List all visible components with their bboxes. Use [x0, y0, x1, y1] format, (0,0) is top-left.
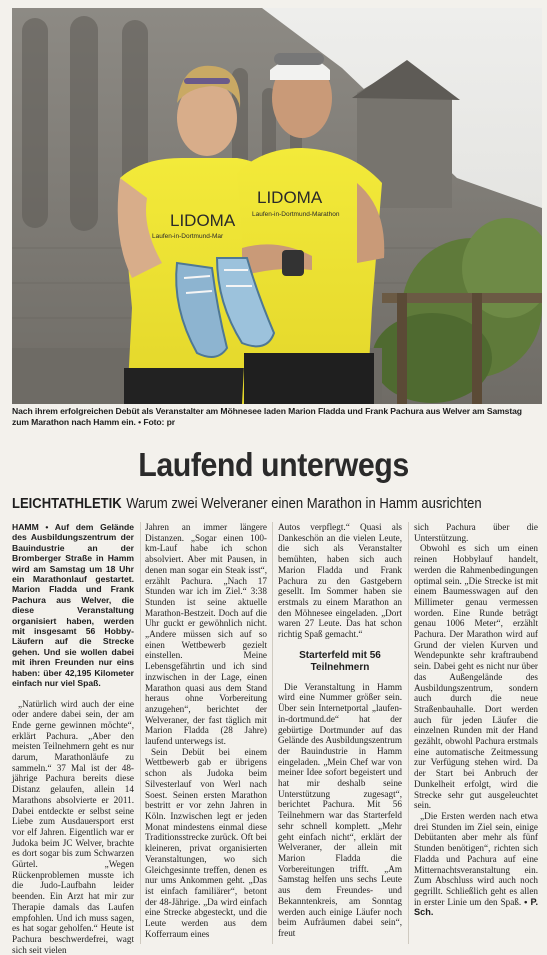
shirt-sub-right: Laufen-in-Dortmund-Marathon	[252, 211, 340, 218]
shirt-logo-right: LIDOMA	[257, 188, 323, 207]
kicker	[12, 496, 489, 512]
body-paragraph: Die Veranstaltung in Hamm wird eine Nummer größer sein. Über sein Internetportal „laufen-in-dortmund.de“ hat der gebürtige Dortmunder auf das Gelände des Ausbildungszentrum der Bauindustrie in Hamm eingeladen. „Mein Chef war von meiner Idee sofort begeistert und hat mir deshalb seine Unterstützung zugesagt“, berichtet Pachura. Mit 56 Teilnehmern war das Starterfeld sehr schnell komplett. „Mehr geht einfach nicht“, erklärt der Welveraner, der allein mit Marion Fladda die Vorbereitungen trifft. „Am Samstag helfen uns sechs Leute aus dem Freundes- und Bekanntenkreis, am Sonntag werden auch einige Läufer noch beim Aufräumen dabei sein“, freut	[278, 682, 402, 939]
lead-paragraph: HAMM • Auf dem Gelände des Ausbildungszentrum der Bauindustrie an der Bromberger Straße in Hamm wird am Samstag um 18 Uhr ein Marathonlauf gestartet. Marion Fladda und Frank Pachura aus Welver, die diese Veranstaltung organisiert haben, werden mit insgesamt 56 Hobby-Läufern auf die Strecke gehen. Und sie wollen dabei mit ihren Freunden nur eins haben: über 42,195 Kilometer einfach nur viel Spaß.	[12, 522, 134, 689]
article-column-1	[12, 522, 134, 955]
author-signature: • P. Sch.	[414, 897, 538, 918]
kicker-text: Warum zwei Welveraner einen Marathon in Hamm ausrichten	[126, 496, 481, 512]
article-photo	[12, 8, 542, 404]
kicker-label: LEICHTATHLETIK	[12, 496, 122, 512]
photo-caption: Nach ihrem erfolgreichen Debüt als Veranstalter am Möhnesee laden Marion Fladda und Frank Pachura aus Welver am Samstag zum Marathon nach Hamm ein. • Foto: pr	[12, 406, 540, 428]
body-paragraph: Autos verpflegt.“ Quasi als Dankeschön an die vielen Leute, die sich als Veranstalter bemühten, haben sich auch Marion Fladda und Frank Pachura zu den Gastgebern gesellt. Im Sommer haben sie erstmals zu einem Marathon an den Möhnesee eingeladen. „Dort waren 27 Leute. Das hat schon richtig Spaß gemacht.“	[278, 522, 402, 640]
body-paragraph: Jahren an immer längere Distanzen. „Sogar einen 100-km-Lauf habe ich schon absolviert. Aber mit Pausen, in denen man sogar ein Steak isst“, erzählt Pachura. „Nach 17 Stunden war ich im Ziel.“ 3:38 Stunden ist seine aktuelle Marathon-Bestzeit. Doch auf die Uhr guckt er gewöhnlich nicht. „Andere müssen sich auf so einen Wettbewerb gezielt einstellen. Meine Lebensgefährtin und ich sind inzwischen in der Lage, einen Marathon quasi aus dem Stand heraus ohne Vorbereitung anzugehen“, berichtet der Welveraner, der fast täglich mit Marion Fladda (28 Jahre) laufend unterwegs ist.	[145, 522, 267, 747]
body-text: „Die Ersten werden nach etwa drei Stunden im Ziel sein, einige Debütanten aber mehr als fünf Stunden benötigen“, richten sich Fladda und Pachura auf eine Mitternachtsveranstaltung ein. Zum Abschluss wird auch noch gegrillt. Schließlich geht es allen in erster Linie um den Spaß.	[414, 811, 538, 907]
body-paragraph: Sein Debüt bei einem Wettbewerb gab er übrigens schon als Judoka beim Silvesterlauf von Werl nach Soest. Seinen ersten Marathon bestritt er vor zehn Jahren in Köln. Inzwischen legt er jeden Monat mindestens einmal diese Traditionsstrecke zurück. Oft bei kleineren, privat organisierten Veranstaltungen, wo sich Gleichgesinnte treffen, denen es nur ums Ankommen geht. „Das ist einfach familiärer“, betont der 48-Jährige. „Da wird einfach eine Strecke abgesteckt, und die Leute werden aus dem Kofferraum eines	[145, 747, 267, 940]
article-column-2	[145, 522, 267, 939]
subheading: Starterfeld mit 56 Teilnehmern	[278, 650, 402, 674]
column-rule	[140, 522, 141, 944]
headline: Laufend unterwegs	[22, 446, 525, 484]
body-paragraph: sich Pachura über die Unterstützung.	[414, 522, 538, 543]
runners-photo-illustration	[12, 8, 542, 404]
article-column-4	[414, 522, 538, 918]
shirt-logo-left: LIDOMA	[170, 211, 236, 230]
body-paragraph: „Natürlich wird auch der eine oder andere dabei sein, der am Ende gerne gewinnen möchte“, erklärt Pachura. „Aber den meisten Teilnehmern geht es nur darum, Marathonläufe zu sammeln.“ 37 Mal ist der 48-jährige Pachura bereits diese Distanz gelaufen, allein 14 Marathons absolvierte er 2011. Dabei entdeckte er selbst seine Liebe zum Ausdauersport erst vor elf Jahren. Eigentlich war er Judoka beim JC Welver, brachte es dort sogar bis zum Schwarzen Gürtel. „Wegen Rückenproblemen musste ich die Judo-Laufbahn leider beenden. Ein Arzt hat mir zur Therapie damals das Laufen empfohlen. Und ich muss sagen, es hat sogar geholfen.“ Heute ist Pachura beschwerdefrei, wagt sich seit vielen	[12, 699, 134, 955]
column-rule	[408, 522, 409, 944]
body-paragraph	[414, 811, 538, 918]
body-paragraph: Obwohl es sich um einen reinen Hobbylauf handelt, werden die Rahmenbedingungen optimal sein. „Die Strecke ist mit einem Baumesswagen auf den Millimeter genau vermessen worden. Eine Runde beträgt genau 1006 Meter“, erzählt Pachura. Der Marathon wird auf Grund der vielen Kurven und Wendepunkte sehr kraftraubend sein. Dabei geht es nicht nur über das Außengelände des Ausbildungszentrum, sondern auch durch die neue Straßenbauhalle. Dort werden auch für jeden Läufer die einzelnen Runden mit der Hand gezählt, obwohl Pachura erstmals eine automatische Zeitmessung zur Verfügung stehen wird. Da der Start bei Anbruch der Dunkelheit erfolgt, wird die Strecke sehr gut ausgeleuchtet sein.	[414, 543, 538, 811]
shirt-sub-left: Laufen-in-Dortmund-Mar	[152, 233, 224, 240]
column-rule	[272, 522, 273, 944]
article-column-3	[278, 522, 402, 939]
